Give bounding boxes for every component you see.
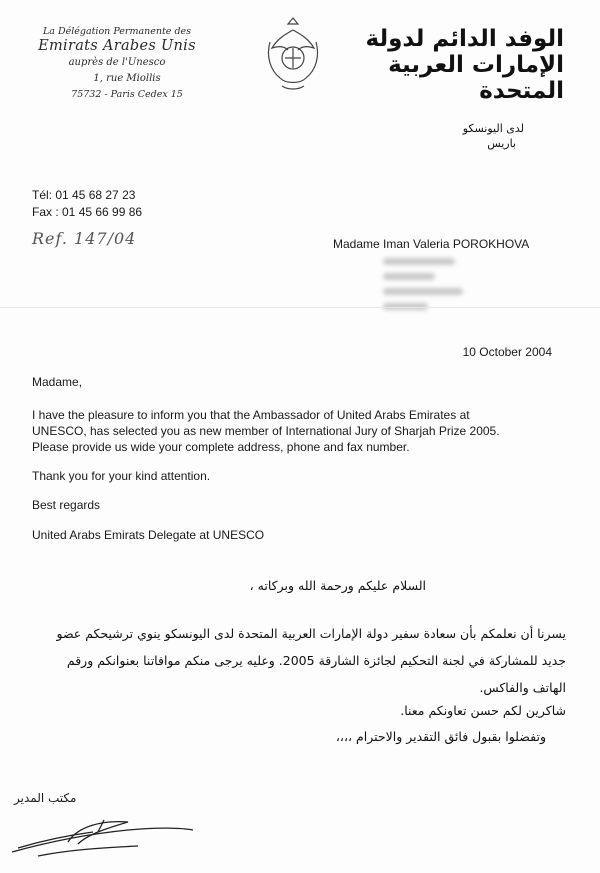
main-line: I have the pleasure to inform you that the Ambassador of United Arabs Emirates at — [32, 408, 470, 422]
letterhead-fr-line1: La Délégation Permanente des — [42, 26, 192, 37]
main-paragraph — [32, 407, 572, 455]
arabic-closing: وتفضلوا بقبول فائق التقدير والاحترام ،،،، — [335, 729, 546, 744]
recipient-name: Madame Iman Valeria POROKHOVA — [333, 237, 530, 251]
thanks-line: Thank you for your kind attention. — [32, 469, 211, 483]
telephone: Tél: 01 45 68 27 23 — [32, 188, 136, 202]
redacted-line — [383, 288, 463, 295]
letter-date: 10 October 2004 — [462, 345, 552, 359]
letterhead-ar-line1: الوفد الدائم لدولة — [365, 26, 564, 52]
arabic-office-label: مكتب المدير — [14, 791, 77, 805]
letter-body-english — [32, 374, 572, 543]
redacted-line — [383, 273, 435, 280]
signatory-line: United Arabs Emirats Delegate at UNESCO — [32, 528, 265, 542]
letterhead-fr-line3: auprès de l'Unesco — [68, 57, 166, 68]
regards-line: Best regards — [32, 498, 101, 512]
letterhead-fr-line2: Emirats Arabes Unis — [38, 38, 196, 54]
salutation: Madame, — [32, 375, 83, 389]
letterhead-fr-line4: 1, rue Miollis — [93, 73, 161, 84]
arabic-thanks: شاكرين لكم حسن تعاونكم معنا. — [400, 703, 566, 718]
letterhead-fr-line5: 75732 - Paris Cedex 15 — [71, 89, 183, 100]
arabic-greeting: السلام عليكم ورحمة الله وبركاته ، — [249, 578, 426, 593]
arabic-main-paragraph — [26, 620, 566, 701]
uae-emblem-icon — [258, 12, 328, 122]
fax: Fax : 01 45 66 99 86 — [32, 205, 143, 219]
redacted-address — [383, 258, 463, 318]
arabic-main-line: الهاتف والفاكس. — [479, 680, 566, 695]
reference-number: Ref. 147/04 — [32, 229, 137, 248]
letterhead-french — [22, 26, 212, 100]
letter-body-arabic — [26, 578, 566, 745]
letterhead-ar-line3: لدى اليونسكو — [462, 122, 524, 135]
arabic-main-line: جديد للمشاركة في لجنة التحكيم لجائزة الشارقة 2005. وعليه يرجى منكم موافاتنا بعنوانكم ورقم — [66, 653, 566, 668]
arabic-main-line: يسرنا أن نعلمكم بأن سعادة سفير دولة الإمارات العربية المتحدة لدى اليونسكو ينوي ترشيحكم عضو — [56, 626, 566, 641]
handwritten-signature-icon — [8, 812, 198, 862]
letterhead-ar-line2: الإمارات العربية المتحدة — [388, 52, 564, 104]
redacted-line — [383, 258, 455, 265]
letterhead-arabic — [354, 26, 564, 150]
main-line: Please provide us wide your complete address, phone and fax number. — [32, 440, 410, 454]
contact-block — [32, 187, 142, 221]
main-line: UNESCO, has selected you as new member of International Jury of Sharjah Prize 2005. — [32, 424, 500, 438]
letterhead-ar-line4: باريس — [487, 137, 516, 150]
paper-fold-line — [0, 307, 600, 308]
